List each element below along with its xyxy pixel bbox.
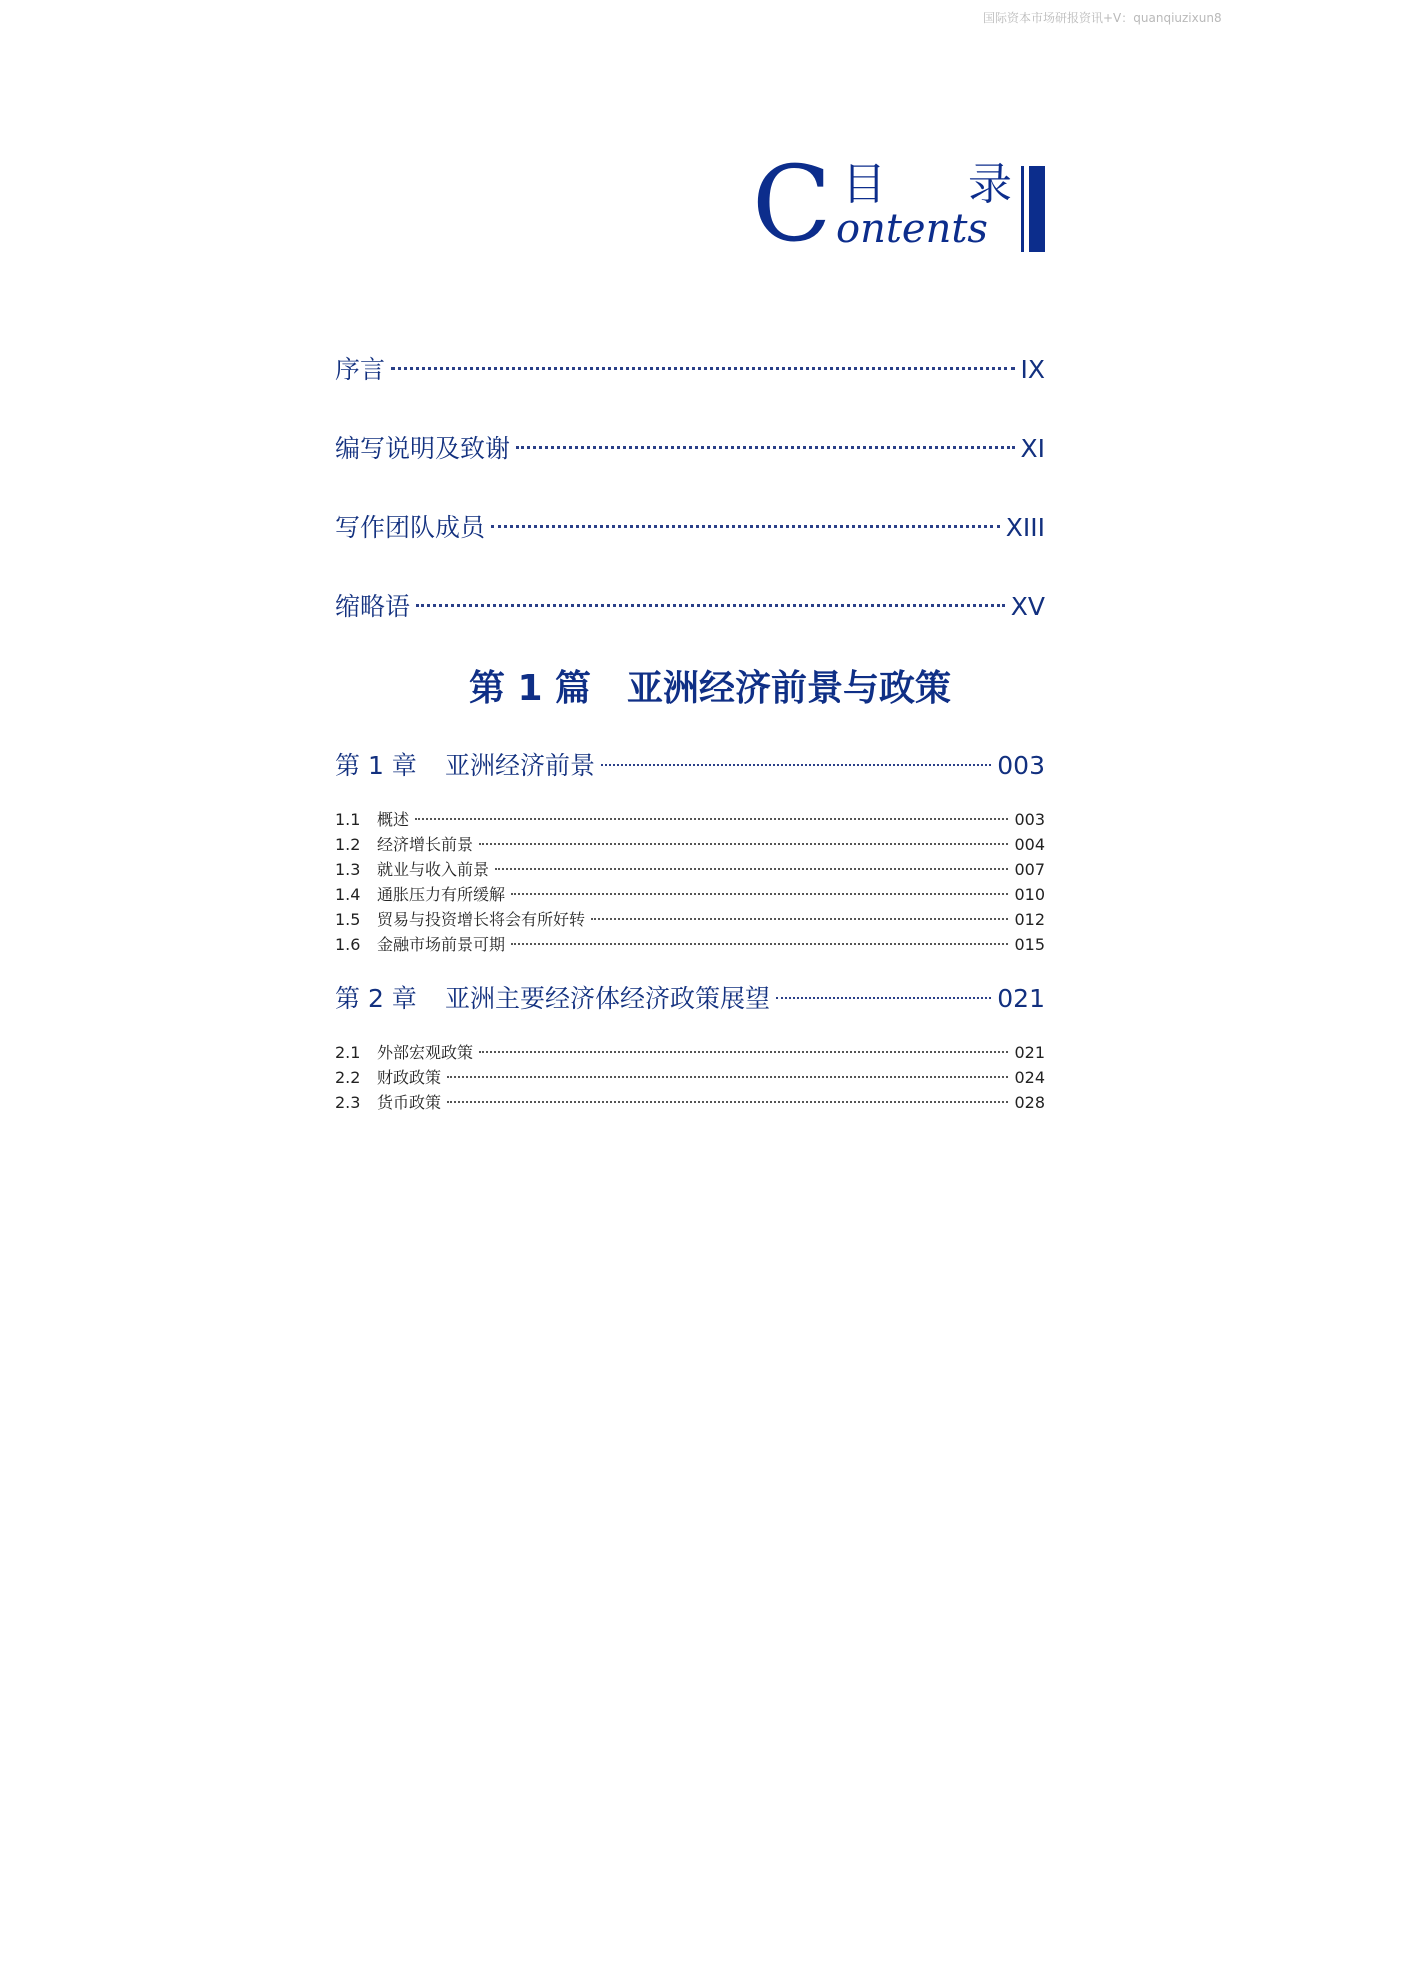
toc-section-item[interactable] — [335, 907, 1045, 930]
chapter-title: 亚洲主要经济体经济政策展望 — [445, 984, 771, 1013]
dot-leader — [516, 446, 1014, 449]
section-number: 2.1 — [335, 1043, 361, 1062]
toc-front-item[interactable] — [335, 508, 1045, 544]
contents-title-en: ontents — [836, 206, 988, 252]
dot-leader — [511, 943, 1008, 945]
section-number: 1.1 — [335, 810, 361, 829]
section-title: 通胀压力有所缓解 — [377, 885, 506, 904]
toc-section-item[interactable] — [335, 882, 1045, 905]
part-title: 第 1 篇 亚洲经济前景与政策 — [468, 668, 952, 709]
section-number: 2.3 — [335, 1093, 361, 1112]
toc-front-page: XI — [1020, 434, 1045, 463]
section-page: 012 — [1014, 910, 1045, 929]
section-title: 货币政策 — [377, 1093, 442, 1112]
section-title: 经济增长前景 — [377, 835, 474, 854]
toc-section-item[interactable] — [335, 857, 1045, 880]
section-number: 1.2 — [335, 835, 361, 854]
header-decor-bar-thin — [1021, 166, 1024, 252]
toc-front-item[interactable] — [335, 429, 1045, 465]
chapter-page: 021 — [997, 984, 1045, 1013]
dot-leader — [491, 525, 1000, 528]
toc-section-item[interactable] — [335, 1090, 1045, 1113]
section-number: 1.3 — [335, 860, 361, 879]
section-page: 010 — [1014, 885, 1045, 904]
chapter-page: 003 — [997, 751, 1045, 780]
toc-front-page: XV — [1010, 592, 1045, 621]
toc-front-page: XIII — [1005, 513, 1045, 542]
section-number: 1.4 — [335, 885, 361, 904]
dot-leader — [495, 868, 1008, 870]
contents-title-cn-char-1: 目 — [842, 159, 886, 210]
toc-front-page: IX — [1020, 355, 1045, 384]
toc-chapter-item[interactable] — [335, 746, 1045, 782]
toc-front-label: 序言 — [335, 355, 386, 384]
section-title: 就业与收入前景 — [377, 860, 490, 879]
section-page: 021 — [1014, 1043, 1045, 1062]
section-page: 028 — [1014, 1093, 1045, 1112]
section-page: 007 — [1014, 860, 1045, 879]
section-page: 003 — [1014, 810, 1045, 829]
section-page: 024 — [1014, 1068, 1045, 1087]
toc-section-item[interactable] — [335, 832, 1045, 855]
section-number: 1.5 — [335, 910, 361, 929]
chapter-number: 第 2 章 — [335, 984, 417, 1013]
dot-leader — [479, 843, 1008, 845]
dot-leader — [601, 764, 991, 766]
section-title: 概述 — [377, 810, 410, 829]
dot-leader — [511, 893, 1008, 895]
toc-front-item[interactable] — [335, 587, 1045, 623]
section-title: 金融市场前景可期 — [377, 935, 506, 954]
toc-section-item[interactable] — [335, 932, 1045, 955]
dot-leader — [416, 604, 1005, 607]
header-decor-bar-thick — [1029, 166, 1045, 252]
toc-section-item[interactable] — [335, 807, 1045, 830]
section-page: 004 — [1014, 835, 1045, 854]
watermark-text: 国际资本市场研报资讯+V：quanqiuzixun8 — [983, 11, 1222, 25]
toc-section-item[interactable] — [335, 1040, 1045, 1063]
contents-title-cn-char-2: 录 — [968, 159, 1012, 210]
dot-leader — [447, 1101, 1008, 1103]
section-number: 2.2 — [335, 1068, 361, 1087]
section-title: 外部宏观政策 — [377, 1043, 474, 1062]
contents-title-cn — [842, 160, 1012, 210]
toc-front-label: 编写说明及致谢 — [335, 434, 511, 463]
toc-front-label: 缩略语 — [335, 592, 411, 621]
chapter-number: 第 1 章 — [335, 751, 417, 780]
section-number: 1.6 — [335, 935, 361, 954]
dot-leader — [447, 1076, 1008, 1078]
contents-header — [740, 143, 1060, 265]
toc-section-item[interactable] — [335, 1065, 1045, 1088]
section-page: 015 — [1014, 935, 1045, 954]
dot-leader — [391, 367, 1014, 370]
dot-leader — [479, 1051, 1008, 1053]
toc-front-label: 写作团队成员 — [335, 513, 486, 542]
toc-front-item[interactable] — [335, 350, 1045, 386]
dot-leader — [415, 818, 1008, 820]
section-title: 贸易与投资增长将会有所好转 — [377, 910, 586, 929]
chapter-title: 亚洲经济前景 — [445, 751, 596, 780]
contents-initial-letter: C — [752, 143, 832, 265]
dot-leader — [776, 997, 991, 999]
toc-chapter-item[interactable] — [335, 979, 1045, 1015]
section-title: 财政政策 — [377, 1068, 442, 1087]
dot-leader — [591, 918, 1008, 920]
